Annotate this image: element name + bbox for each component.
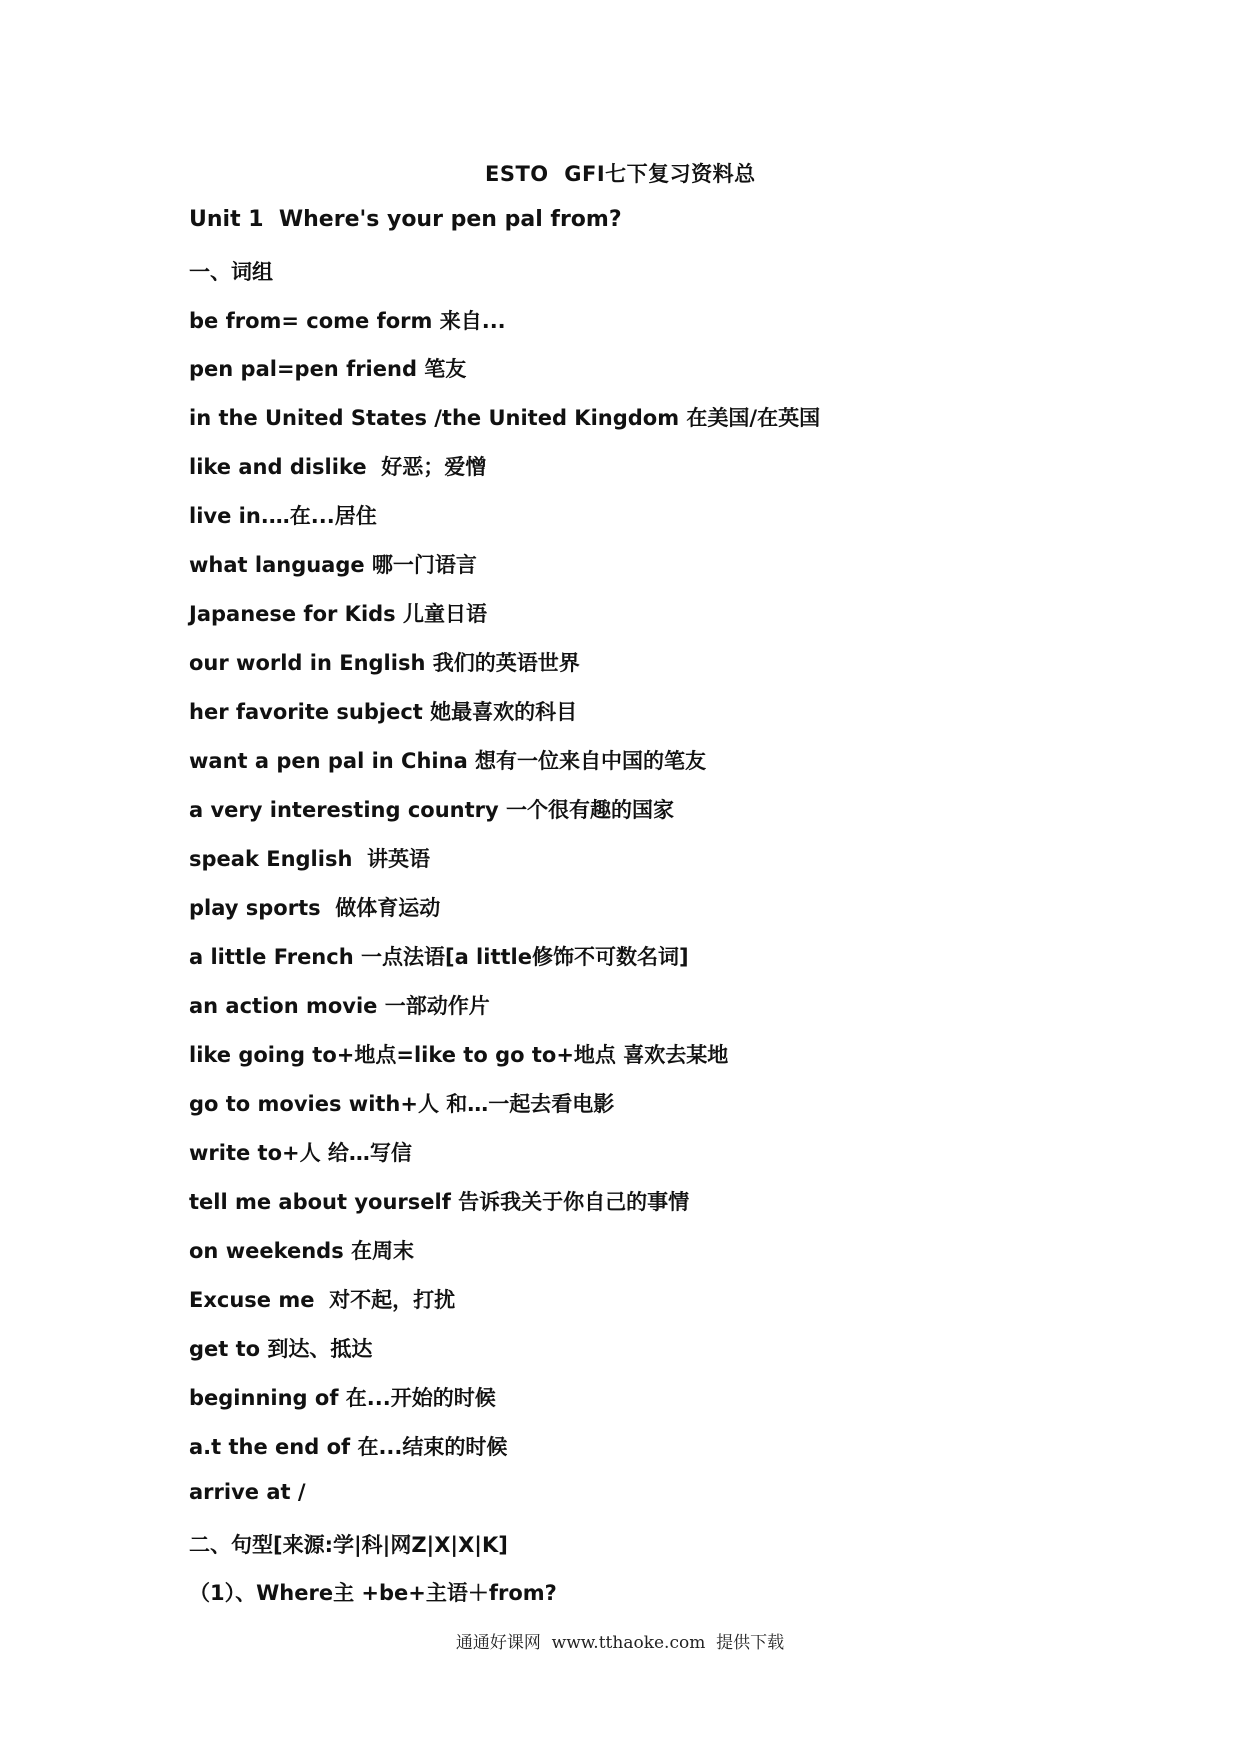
section-heading-patterns: 二、句型[来源:学|科|网Z|X|X|K] bbox=[189, 1533, 508, 1557]
phrase-line: Japanese for Kids 儿童日语 bbox=[189, 602, 487, 626]
page-footer: 通通好课网 www.tthaoke.com 提供下载 bbox=[455, 1633, 785, 1653]
phrase-line: our world in English 我们的英语世界 bbox=[189, 651, 580, 675]
phrase-line: speak English 讲英语 bbox=[189, 847, 431, 871]
phrase-line: what language 哪一门语言 bbox=[189, 553, 477, 577]
phrase-line: play sports 做体育运动 bbox=[189, 896, 441, 920]
phrase-line: get to 到达、抵达 bbox=[189, 1337, 373, 1361]
phrase-line: Excuse me 对不起，打扰 bbox=[189, 1288, 456, 1312]
phrase-line: in the United States /the United Kingdom 在美国/在英国 bbox=[189, 406, 821, 430]
unit-heading: Unit 1 Where's your pen pal from? bbox=[189, 207, 622, 232]
phrase-line: like and dislike 好恶；爱憎 bbox=[189, 455, 487, 479]
phrase-line: write to+人 给…写信 bbox=[189, 1141, 412, 1165]
section-heading-phrases: 一、词组 bbox=[189, 260, 273, 284]
phrase-line: pen pal=pen friend 笔友 bbox=[189, 357, 467, 381]
phrase-line: an action movie 一部动作片 bbox=[189, 994, 490, 1018]
phrase-line: a.t the end of 在...结束的时候 bbox=[189, 1435, 508, 1459]
phrase-line: like going to+地点=like to go to+地点 喜欢去某地 bbox=[189, 1043, 729, 1067]
sentence-pattern: （1）、Where主 +be+主语＋from? bbox=[189, 1581, 557, 1605]
phrase-line: go to movies with+人 和…一起去看电影 bbox=[189, 1092, 615, 1116]
phrase-line: tell me about yourself 告诉我关于你自己的事情 bbox=[189, 1190, 690, 1214]
phrase-line: her favorite subject 她最喜欢的科目 bbox=[189, 700, 578, 724]
phrase-line: want a pen pal in China 想有一位来自中国的笔友 bbox=[189, 749, 707, 773]
phrase-line: a little French 一点法语[a little修饰不可数名词] bbox=[189, 945, 689, 969]
phrase-line: arrive at / bbox=[189, 1480, 306, 1504]
phrase-line: a very interesting country 一个很有趣的国家 bbox=[189, 798, 674, 822]
phrase-line: beginning of 在...开始的时候 bbox=[189, 1386, 496, 1410]
document-title: ESTO GFI七下复习资料总 bbox=[485, 162, 756, 186]
phrase-line: be from= come form 来自... bbox=[189, 309, 506, 333]
phrase-line: live in.…在...居住 bbox=[189, 504, 377, 528]
phrase-line: on weekends 在周末 bbox=[189, 1239, 415, 1263]
